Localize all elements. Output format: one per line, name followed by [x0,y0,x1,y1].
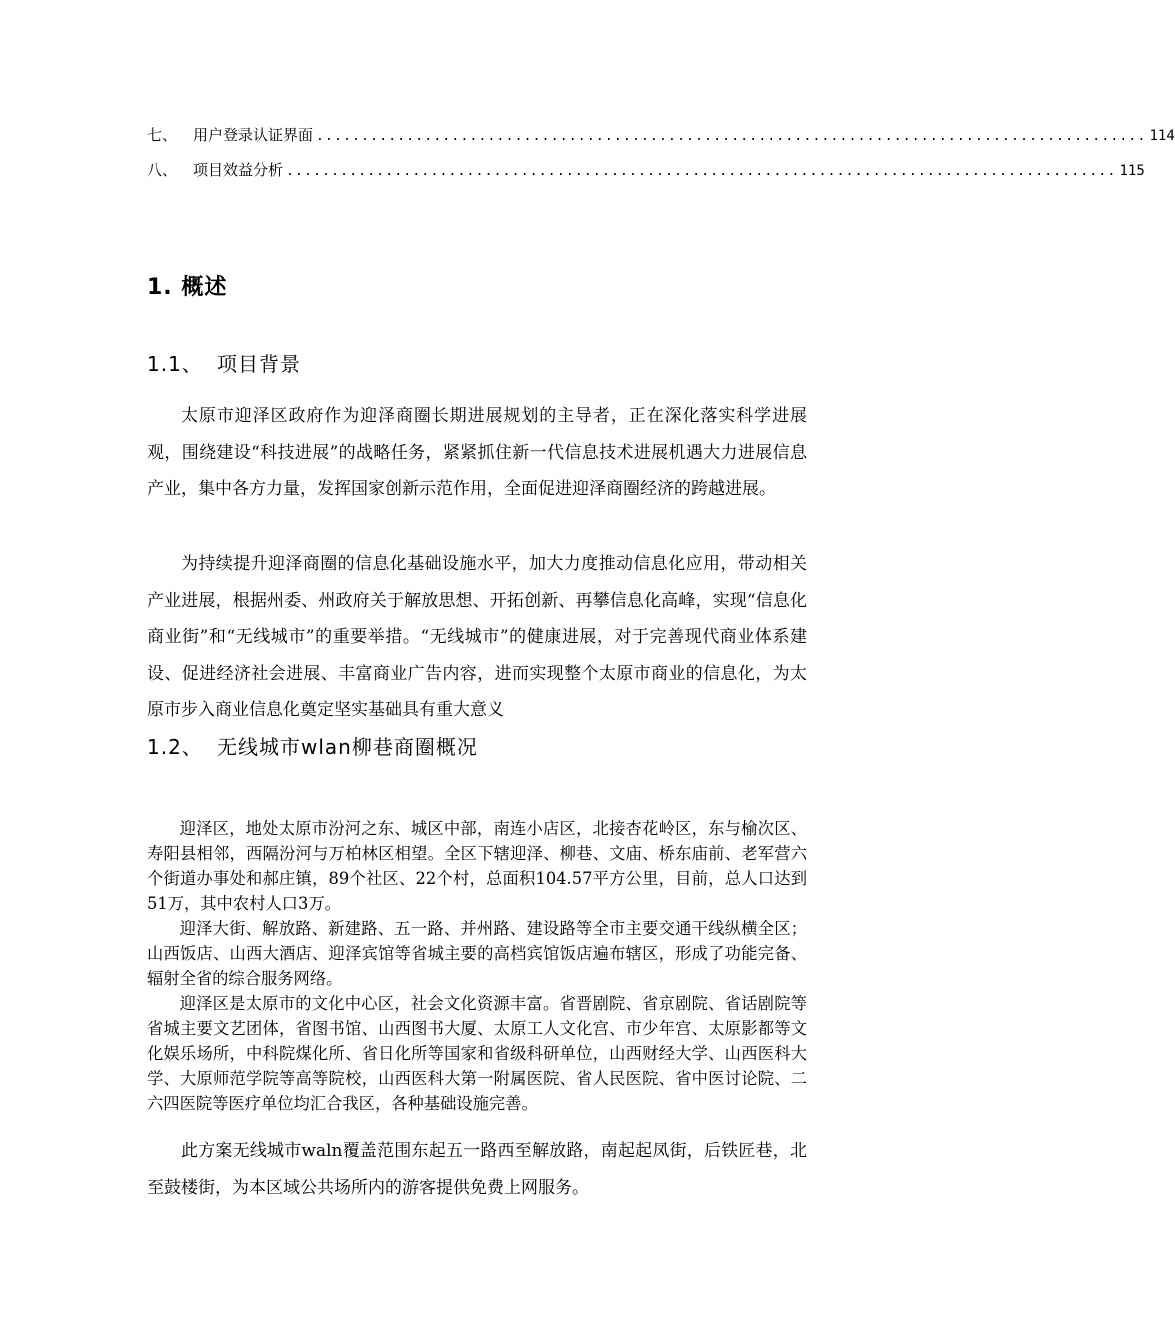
section-title: 无线城市wlan柳巷商圈概况 [217,735,478,759]
paragraph: 太原市迎泽区政府作为迎泽商圈长期进展规划的主导者，正在深化落实科学进展观，围绕建设“科技进展”的战略任务，紧紧抓住新一代信息技术进展机遇大力进展信息产业，集中各方力量，发挥国家创新示范作用，全面促进迎泽商圈经济的跨越进展。 [147,406,807,499]
paragraph: 迎泽区是太原市的文化中心区，社会文化资源丰富。省晋剧院、省京剧院、省话剧院等省城主要文艺团体，省图书馆、山西图书大厦、太原工人文化宫、市少年宫、太原影都等文化娱乐场所，中科院煤化所、省日化所等国家和省级科研单位，山西财经大学、山西医科大学、大原师范学院等高等院校，山西医科大第一附属医院、省人民医院、省中医讨论院、二六四医院等医疗单位均汇合我区，各种基础设施完善。 [147,994,807,1113]
toc-entry-page: 114 [1149,128,1175,144]
section-heading-1-2 [147,731,478,760]
toc-entry-number: 七、 [147,126,178,144]
paragraph: 为持续提升迎泽商圈的信息化基础设施水平，加大力度推动信息化应用，带动相关产业进展，根据州委、州政府关于解放思想、开拓创新、再攀信息化高峰，实现“信息化商业街”和“无线城市”的重要举措。“无线城市”的健康进展，对于完善现代商业体系建设、促进经济社会进展、丰富商业广告内容，进而实现整个太原市商业的信息化，为太原市步入商业信息化奠定坚实基础具有重大意义 [147,554,807,720]
toc-dot-leader: ............................................................................................ [286,164,1117,179]
chapter-heading: 1. 概述 [147,275,228,300]
section-heading-1-1 [147,348,301,377]
toc-entry-number: 八、 [147,161,178,179]
toc-entry-page: 115 [1119,163,1145,179]
paragraph: 迎泽大街、解放路、新建路、五一路、并州路、建设路等全市主要交通干线纵横全区；山西饭店、山西大酒店、迎泽宾馆等省城主要的高档宾馆饭店遍布辖区，形成了功能完备、辐射全省的综合服务网络。 [147,919,807,988]
toc-dot-leader: ............................................................................................ [316,129,1147,144]
toc-entry-title: 用户登录认证界面 [193,126,314,144]
paragraph: 此方案无线城市waln覆盖范围东起五一路西至解放路，南起起凤街，后铁匠巷，北至鼓楼街，为本区域公共场所内的游客提供免费上网服务。 [147,1141,807,1198]
section-number: 1.2、 [147,735,203,759]
section-number: 1.1、 [147,352,203,376]
paragraph: 迎泽区，地处太原市汾河之东、城区中部，南连小店区，北接杏花岭区，东与榆次区、寿阳县相邻，西隔汾河与万柏林区相望。全区下辖迎泽、柳巷、文庙、桥东庙前、老军营六个街道办事处和郝庄镇，89个社区、22个村，总面积104.57平方公里，目前，总人口达到51万，其中农村人口3万。 [147,819,807,913]
toc-entry[interactable] [147,124,1175,148]
toc-entry-title: 项目效益分析 [193,161,284,179]
section-title: 项目背景 [217,352,301,376]
toc-entry[interactable] [147,159,1145,183]
